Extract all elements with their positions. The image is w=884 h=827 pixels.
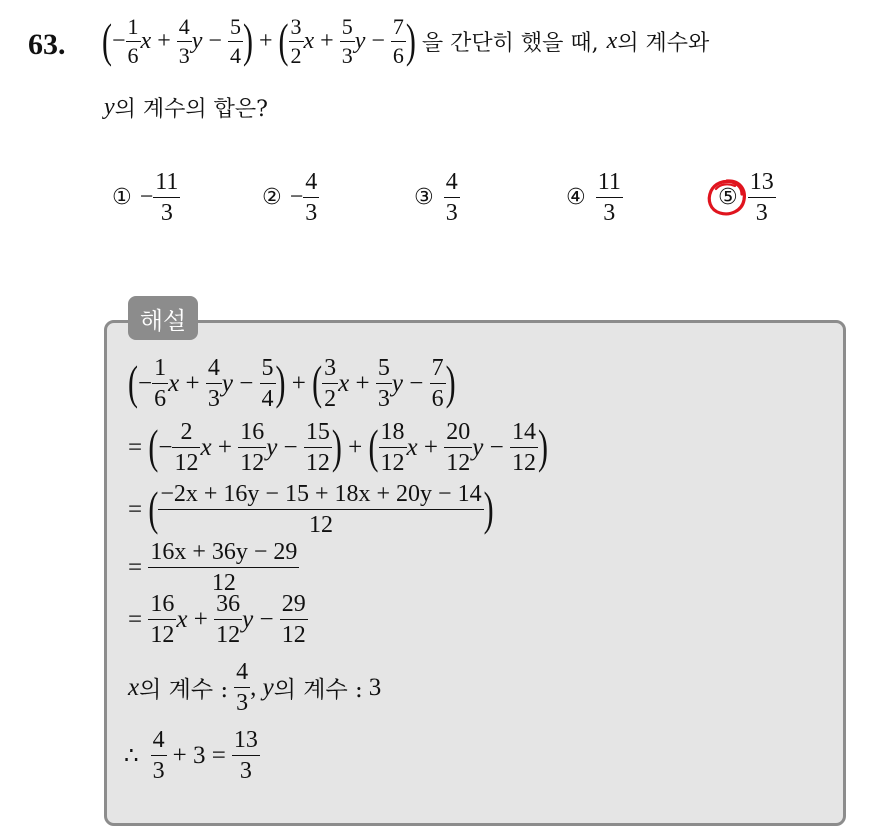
solution-coefficients: x 의 계수 : $\frac{4}{3}$ , y 의 계수 : 3 xyxy=(128,659,382,716)
solution-line-2: = ( − $\frac{2}{12}$ x + $\frac{16}{12}$ y − $\frac{15}{12}$ ) + ( $\frac{18}{12}$ x + $\frac{20}{12}$ y − $\frac{14}{12}$ ) xyxy=(128,419,548,476)
fraction: $\frac{5}{3}$ xyxy=(341,14,353,68)
answer-circle-mark xyxy=(704,176,750,220)
var-y: y xyxy=(104,94,115,120)
solution-line-5: = $\frac{16}{12}$ x + $\frac{36}{12}$ y − $\frac{29}{12}$ xyxy=(128,591,306,648)
solution-line-4: = $\frac{16x + 36y - 29}{12}$ xyxy=(128,539,298,596)
solution-badge: 해설 xyxy=(128,296,198,340)
choice-2[interactable]: ② − $\frac{4}{3}$ xyxy=(262,169,318,226)
solution-line-1: ( − $\frac{1}{6}$ x + $\frac{4}{3}$ y − $\frac{5}{4}$ ) + ( $\frac{3}{2}$ x + $\frac{5}{3}$ y − $\frac{7}{6}$ ) xyxy=(128,355,456,412)
solution-line-3: = ( $\frac{-2x + 16y - 15 + 18x + 20y - 14}{12}$ ) xyxy=(128,481,494,538)
choice-3[interactable]: ③ $\frac{4}{3}$ xyxy=(414,169,458,226)
choice-4[interactable]: ④ $\frac{11}{3}$ xyxy=(566,169,621,226)
paren-open: ( xyxy=(102,14,112,68)
problem-line2 xyxy=(104,92,268,123)
problem-expression: ( − $\frac{1}{6}$ x + $\frac{4}{3}$ y − $\frac{5}{4}$ ) + ( $\frac{3}{2}$ x + $\frac{5}{3}$ y − $\frac{7}{6}$ ) 을 간단히 했을 때, x 의 계수와 xyxy=(102,14,710,68)
choice-5[interactable]: ⑤ $\frac{13}{3}$ xyxy=(718,169,774,226)
fraction: $\frac{4}{3}$ xyxy=(178,14,190,68)
problem-number: 63. xyxy=(28,28,66,61)
fraction: $\frac{5}{4}$ xyxy=(229,14,241,68)
problem-text-line1: 을 간단히 했을 때, xyxy=(421,31,599,56)
choice-1[interactable]: ① − $\frac{11}{3}$ xyxy=(112,169,179,226)
solution-result: ∴ $\frac{4}{3}$ + 3 = $\frac{13}{3}$ xyxy=(124,727,258,784)
fraction: $\frac{7}{6}$ xyxy=(392,14,404,68)
fraction: $\frac{1}{6}$ xyxy=(127,14,139,68)
problem-text-line2: 의 계수의 합은? xyxy=(114,97,268,122)
problem-text-x-coef: 의 계수와 xyxy=(617,31,710,56)
fraction: $\frac{3}{2}$ xyxy=(290,14,302,68)
var-x: x xyxy=(606,28,618,54)
